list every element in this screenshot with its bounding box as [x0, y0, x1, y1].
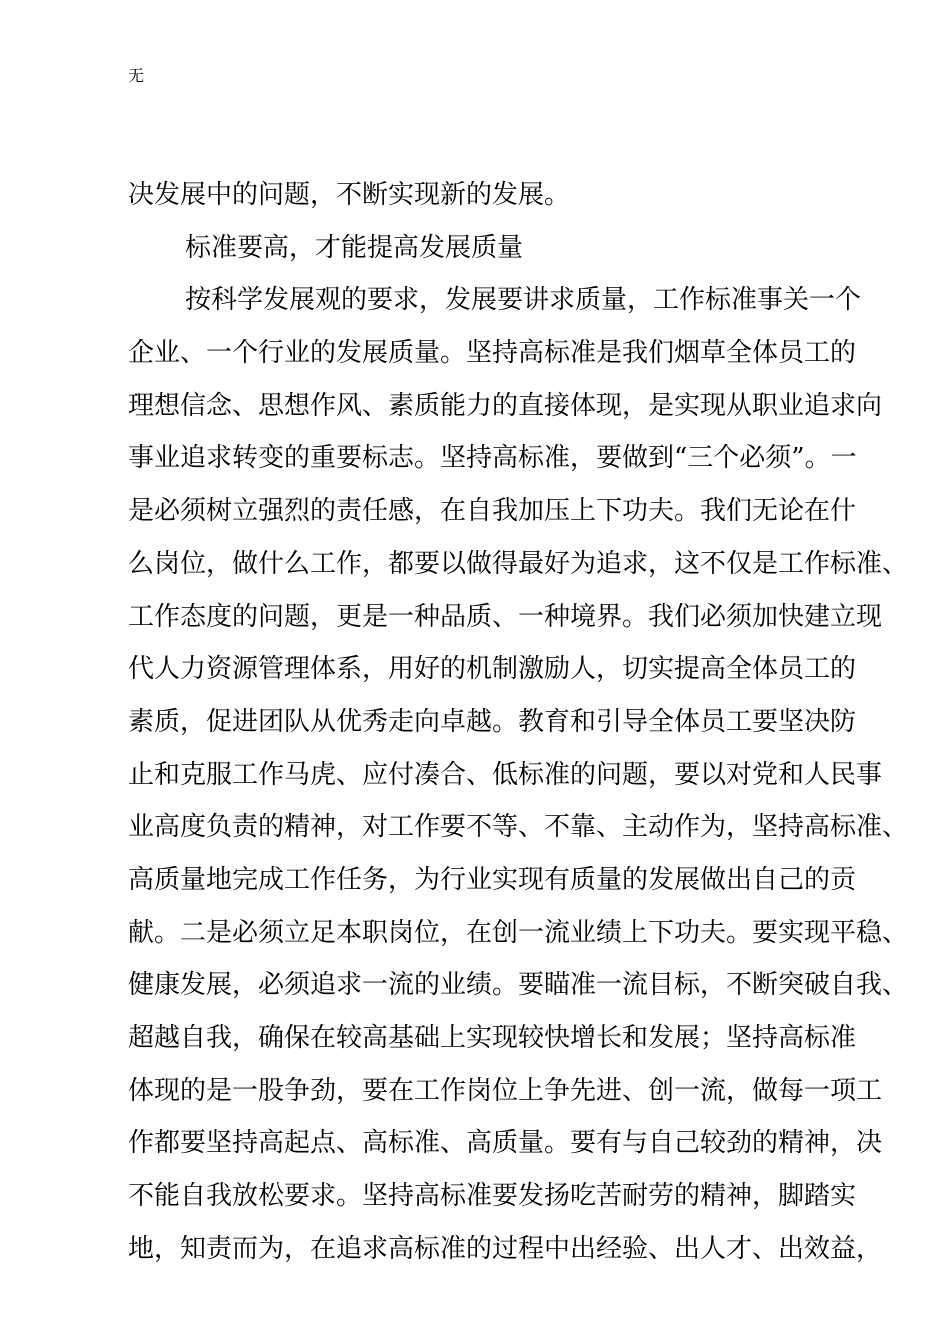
text-line: 按科学发展观的要求，发展要讲求质量，工作标准事关一个 [185, 285, 862, 316]
text-line: 体现的是一股争劲，要在工作岗位上争先进、创一流，做每一项工 [128, 1075, 883, 1106]
text-line: 企业、一个行业的发展质量。坚持高标准是我们烟草全体员工的 [128, 338, 857, 369]
text-line: 作都要坚持高起点、高标准、高质量。要有与自己较劲的精神，决 [128, 1128, 883, 1159]
text-line: 献。二是必须立足本职岗位，在创一流业绩上下功夫。要实现平稳、 [128, 917, 909, 948]
text-line: 么岗位，做什么工作，都要以做得最好为追求，这不仅是工作标准、 [128, 548, 909, 579]
text-line: 素质，促进团队从优秀走向卓越。教育和引导全体员工要坚决防 [128, 706, 857, 737]
text-line: 工作态度的问题，更是一种品质、一种境界。我们必须加快建立现 [128, 601, 883, 632]
text-line: 止和克服工作马虎、应付凑合、低标准的问题，要以对党和人民事 [128, 759, 883, 790]
text-line: 事业追求转变的重要标志。坚持高标准，要做到“三个必须”。一 [128, 443, 857, 474]
text-line: 代人力资源管理体系，用好的机制激励人，切实提高全体员工的 [128, 654, 857, 685]
text-line: 不能自我放松要求。坚持高标准要发扬吃苦耐劳的精神，脚踏实 [128, 1181, 857, 1212]
text-line: 是必须树立强烈的责任感，在自我加压上下功夫。我们无论在什 [128, 496, 857, 527]
text-line: 健康发展，必须追求一流的业绩。要瞄准一流目标，不断突破自我、 [128, 970, 909, 1001]
text-line: 业高度负责的精神，对工作要不等、不靠、主动作为，坚持高标准、 [128, 812, 909, 843]
text-line: 决发展中的问题，不断实现新的发展。 [128, 180, 571, 210]
text-line: 超越自我，确保在较高基础上实现较快增长和发展；坚持高标准 [128, 1023, 857, 1053]
document-body [128, 169, 909, 1275]
page-header: 无 [128, 66, 145, 85]
text-line: 地，知责而为，在追求高标准的过程中出经验、出人才、出效益， [128, 1233, 883, 1264]
text-line: 理想信念、思想作风、素质能力的直接体现，是实现从职业追求向 [128, 390, 883, 421]
text-line: 高质量地完成工作任务，为行业实现有质量的发展做出自己的贡 [128, 864, 857, 895]
section-heading: 标准要高，才能提高发展质量 [185, 232, 524, 263]
